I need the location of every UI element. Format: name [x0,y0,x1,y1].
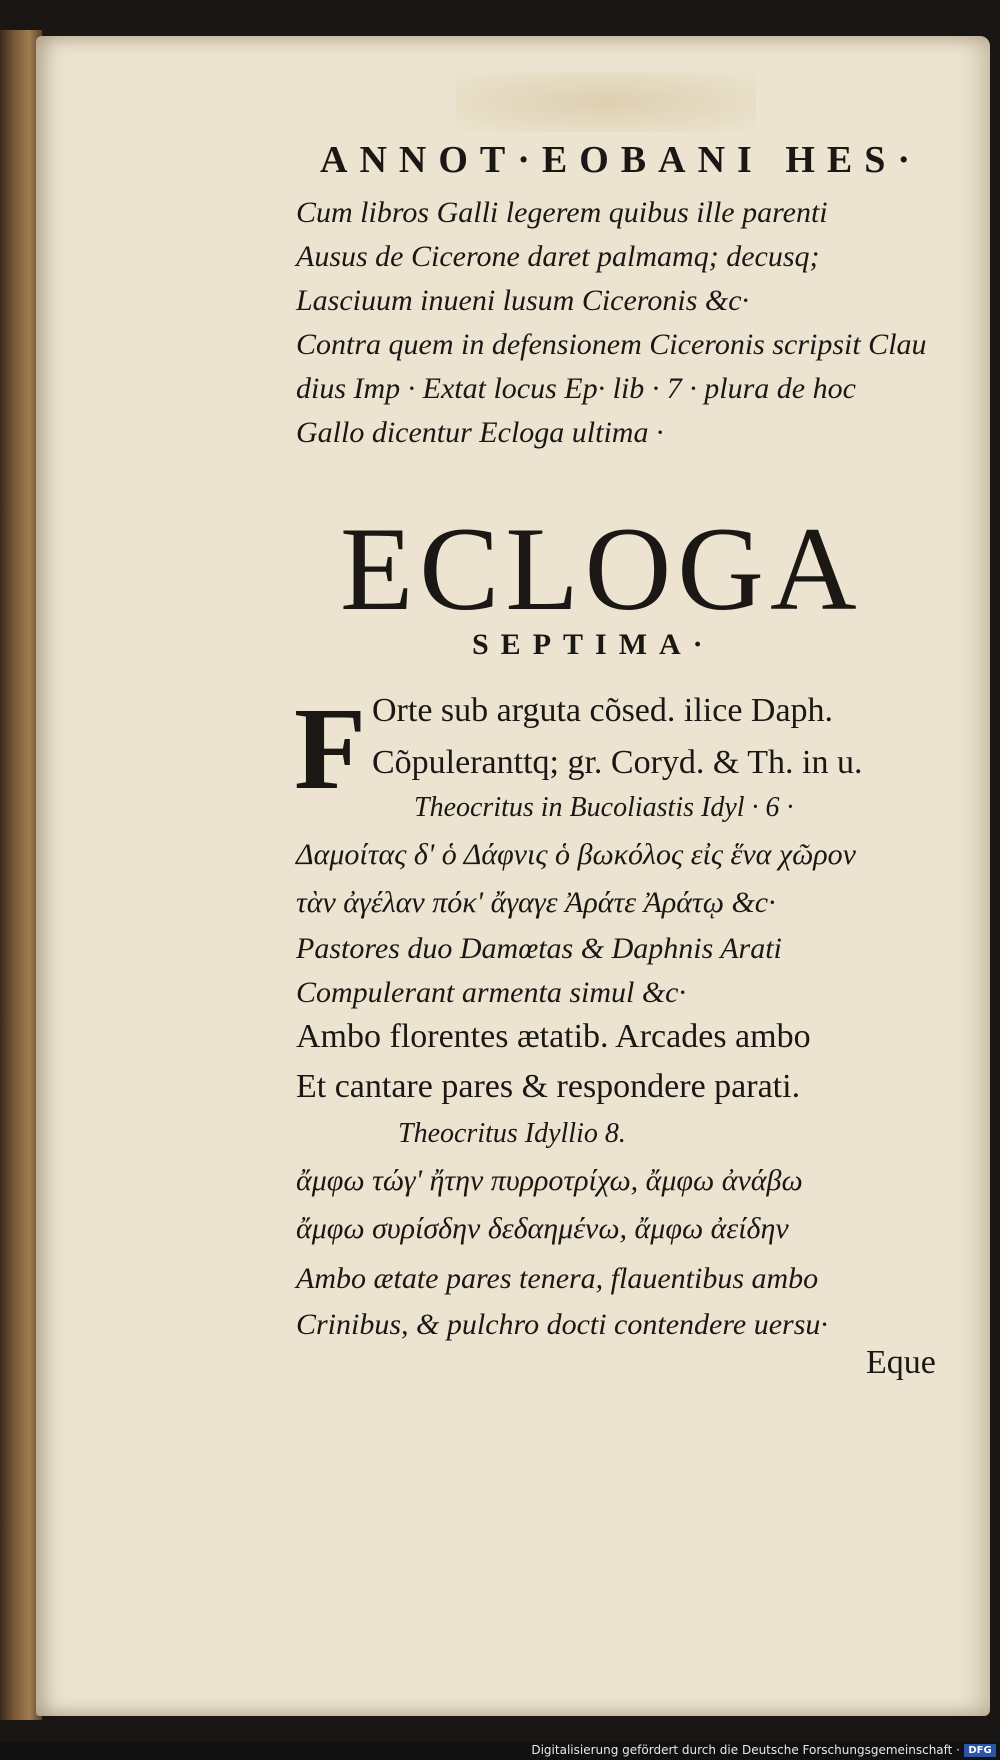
verse-line-2: Cõpuleranttq; gr. Coryd. & Th. in u. [372,744,863,781]
prose-line-3: Ambo ætate pares tenera, flauentibus ambo [296,1262,819,1295]
greek-line-4: ἄμφω συρίσδην δεδαημένω, ἄμφω ἀείδην [296,1212,789,1245]
citation-1: Theocritus in Bucoliastis Idyl · 6 · [414,792,794,823]
prose-line-1: Pastores duo Damœtas & Daphnis Arati [296,932,782,965]
verse-line-3: Ambo florentes ætatib. Arcades ambo [296,1018,811,1055]
prose-line-4: Crinibus, & pulchro docti contendere uersu· [296,1308,828,1341]
catchword: Eque [866,1344,936,1381]
commentary-line-3: Lasciuum inueni lusum Ciceronis &c· [296,284,750,317]
greek-line-1: Δαμοίτας δ' ὁ Δάφνις ὁ βωκόλος εἰς ἕνα χῶρον [296,838,856,871]
verse-line-4: Et cantare pares & respondere parati. [296,1068,801,1105]
greek-line-3: ἄμφω τώγ' ἤτην πυρροτρίχω, ἄμφω ἀνάβω [296,1164,803,1197]
commentary-line-4: Contra quem in defensionem Ciceronis scripsit Clau [296,328,927,361]
commentary-line-6: Gallo dicentur Ecloga ultima · [296,416,664,449]
footer-label: Digitalisierung gefördert durch die Deutsche Forschungsgemeinschaft · [531,1743,960,1757]
greek-line-2: τὰν ἀγέλαν πόκ' ἄγαγε Ἀράτε Ἀράτῳ &c· [296,886,776,919]
paper-stain [456,72,756,132]
drop-cap: F [294,683,367,814]
prose-line-2: Compulerant armenta simul &c· [296,976,686,1009]
citation-2: Theocritus Idyllio 8. [398,1118,626,1149]
commentary-line-5: dius Imp · Extat locus Ep· lib · 7 · plura de hoc [296,372,856,405]
verse-line-1: Orte sub arguta cõsed. ilice Daph. [372,692,834,729]
running-head: ANNOT·EOBANI HES· [320,139,923,181]
commentary-line-1: Cum libros Galli legerem quibus ille parenti [296,196,828,229]
eclogue-title: ECLOGA [340,502,863,635]
commentary-line-2: Ausus de Cicerone daret palmamq; decusq; [296,240,820,273]
digitization-footer [0,1742,1000,1760]
dfg-logo: DFG [964,1744,996,1757]
eclogue-subtitle: SEPTIMA· [472,628,715,661]
